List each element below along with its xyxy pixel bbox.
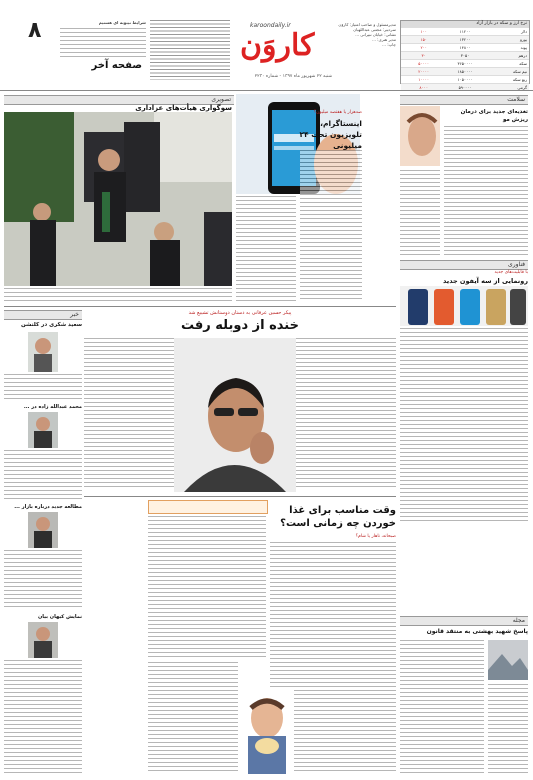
row2-divider: [4, 306, 396, 307]
photo-caption-title: سوگواری هیأت‌های عزاداری: [135, 104, 232, 112]
page-number: ۸: [28, 18, 42, 43]
main-body-left: [84, 338, 174, 488]
misc-body: [400, 640, 484, 774]
misc-photo: [488, 640, 528, 680]
section-bar-health: [400, 95, 528, 105]
mourning-photo: [4, 112, 232, 286]
market-table-row: [401, 43, 529, 51]
market-table-cell: ۱۸۵۰۰۰۰: [457, 69, 473, 74]
contact-block: [150, 20, 230, 80]
misc-headline: پاسخ شهید بهشتی به منتقد قانون: [426, 628, 528, 635]
section-label-photo: تصویری: [211, 96, 231, 103]
food-kicker: صبحانه، ناهار یا شام؟: [355, 534, 396, 539]
food-headline: وقت مناسب برای غذا خوردن چه زمانی است؟: [280, 505, 396, 529]
market-table-row: [401, 35, 529, 43]
market-table-rows: [401, 27, 529, 91]
market-table: [400, 20, 530, 90]
market-table-cell: گرمی: [517, 85, 527, 90]
section-bar-news: [4, 310, 82, 320]
logo: [236, 22, 328, 72]
main-body-right: [296, 338, 396, 488]
iphones-image: [400, 286, 528, 326]
section-bar-tech: [400, 260, 528, 270]
iphone-headline: رونمایی از سه آیفون جدید: [443, 277, 528, 285]
market-table-cell: پوند: [520, 45, 527, 50]
market-table-cell: ۲۰۰: [420, 45, 427, 50]
left-info-title: شرایط نیبونه ای هستیم: [98, 20, 146, 25]
iphone-kicker: با قابلیت‌های جدید: [494, 270, 528, 275]
market-table-cell: ۵۹۰۰۰۰: [458, 85, 472, 90]
header-divider: [0, 90, 533, 91]
food-left-body: [148, 500, 266, 660]
main-headline: خنده از دوبله رفت: [181, 318, 299, 333]
market-table-cell: نیم سکه: [513, 69, 527, 74]
logo-text: کاروَن: [240, 28, 315, 63]
section-title: صفحه آخر: [91, 60, 142, 71]
boy-eating-image: [240, 690, 294, 774]
market-table-cell: سکه: [519, 61, 527, 66]
right-info: مدیرمسئول و صاحب امتیاز: کاروَن سردبیر: مجتبی عبداللهیان نشانی: خیابان نبیرانی ... مدیر هنری: ... چاپ: ...: [338, 22, 396, 47]
instagram-kicker: صدهزار یا هفتصد میلیون؟: [313, 110, 362, 115]
side-photo-1: [28, 332, 58, 372]
market-table-cell: ۳۶۵۰۰۰۰: [457, 61, 473, 66]
section-label-tech: فناوری: [508, 261, 525, 268]
photo-caption-text: [4, 288, 232, 302]
market-table-cell: ۱۳۲۰۰: [459, 37, 471, 42]
market-table-cell: ۳۰۵۰: [460, 53, 470, 58]
left-info-box: [60, 20, 146, 60]
section-label-news: خبر: [70, 311, 79, 318]
erfani-portrait: [174, 338, 296, 492]
market-table-title: نرخ ارز و سکه در بازار آزاد: [401, 21, 529, 27]
market-table-cell: ۱۱۲۰۰: [459, 29, 471, 34]
food-box: [148, 500, 268, 514]
date-line: شنبه ۲۲ شهریور ماه ۱۳۹۷ - شماره ۲۲۳۰: [254, 74, 332, 79]
food-left-body-2: [148, 662, 238, 774]
market-table-cell: ۸۰۰۰: [419, 85, 428, 90]
market-table-cell: درهم: [518, 53, 527, 58]
hair-loss-image: [400, 106, 440, 166]
market-table-cell: ۱۰۵۰۰۰۰: [457, 77, 473, 82]
section-label-health: سلامت: [507, 96, 525, 103]
market-table-cell: ۲۰۰۰۰: [418, 69, 430, 74]
market-table-cell: ۱۵۰: [420, 37, 427, 42]
side-headline-3: مطالعه جدید درباره بازار ...: [14, 504, 82, 510]
health-body-2: [400, 170, 440, 256]
section-label-misc: مجله: [512, 617, 525, 624]
health-body: [444, 126, 528, 256]
led-headline: تغذیه‌ای جدید برای درمان ریزش مو: [460, 109, 528, 123]
market-table-row: [401, 59, 529, 67]
market-table-cell: ۱۴۸۰۰: [459, 45, 471, 50]
website-label: karoondaily.ir: [250, 22, 291, 29]
market-table-row: [401, 27, 529, 35]
market-table-cell: ربع سکه: [512, 77, 527, 82]
market-table-row: [401, 75, 529, 83]
side-photo-3: [28, 512, 58, 548]
side-photo-4: [28, 622, 58, 658]
misc-body-2: [488, 684, 528, 774]
instagram-body-1: [236, 196, 296, 302]
side-headline-1: سعید شکری در کلنشن: [21, 322, 82, 328]
market-table-cell: ۱۰۰۰۰: [418, 77, 430, 82]
section-bar-misc: [400, 616, 528, 626]
side-headline-4: نمایش کیهان بیان: [38, 614, 82, 620]
market-table-cell: ۱۰۰: [420, 29, 427, 34]
side-photo-2: [28, 412, 58, 448]
tech-body: [400, 328, 528, 524]
instagram-headline: اینستاگرام، تلویزیون تحت ۲۴ میلیونی: [299, 119, 362, 150]
masthead: [0, 0, 533, 92]
main-kicker: پیکر حسین عرفانی به دستان دوستانش تشییع شد: [188, 310, 292, 316]
market-table-cell: یورو: [519, 37, 527, 42]
market-table-cell: دلار: [521, 29, 527, 34]
market-table-cell: ۵۰۰۰۰: [418, 61, 430, 66]
instagram-body-2: [300, 150, 362, 302]
row3-divider: [84, 496, 396, 497]
market-table-cell: ۳۰: [421, 53, 426, 58]
market-table-row: [401, 67, 529, 75]
market-table-row: [401, 51, 529, 59]
side-headline-2: محمد عبدالله زاده در ...: [23, 404, 82, 410]
